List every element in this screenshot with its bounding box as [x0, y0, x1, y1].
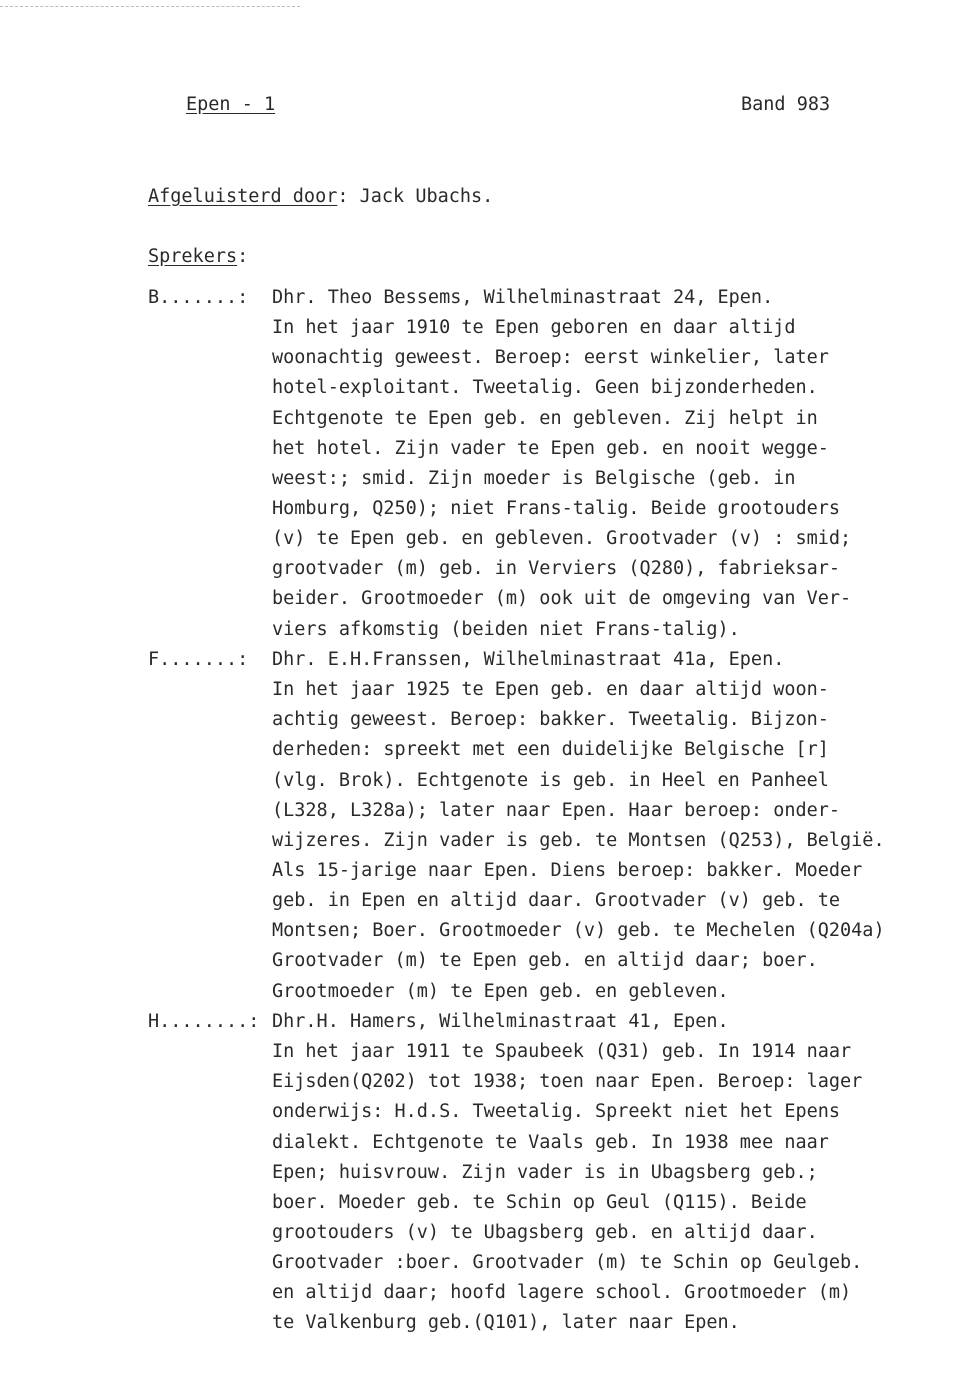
speaker-tag: H........:	[148, 1011, 260, 1032]
description-line: te Valkenburg geb.(Q101), later naar Epen.	[272, 1312, 740, 1334]
page-header-band: Band 983	[741, 94, 831, 115]
speakers-heading	[148, 246, 248, 267]
description-line: derheden: spreekt met een duidelijke Belgische [r]	[272, 739, 829, 761]
description-line: (v) te Epen geb. en gebleven. Grootvader (v) : smid;	[272, 528, 852, 550]
description-line: boer. Moeder geb. te Schin op Geul (Q115). Beide	[272, 1191, 807, 1213]
description-line: achtig geweest. Beroep: bakker. Tweetalig. Bijzon-	[272, 709, 829, 731]
description-line: grootvader (m) geb. in Verviers (Q280), fabrieksar-	[272, 558, 841, 580]
speaker-description	[272, 645, 885, 1007]
description-line: Dhr. Theo Bessems, Wilhelminastraat 24, Epen.	[272, 287, 774, 308]
listener-label: Afgeluisterd door	[148, 186, 338, 207]
description-line: Als 15-jarige naar Epen. Diens beroep: bakker. Moeder	[272, 859, 863, 881]
description-line: het hotel. Zijn vader te Epen geb. en nooit wegge-	[272, 437, 829, 459]
description-line: In het jaar 1910 te Epen geboren en daar altijd	[272, 317, 796, 339]
description-line: Eijsden(Q202) tot 1938; toen naar Epen. Beroep: lager	[272, 1071, 863, 1093]
description-line: onderwijs: H.d.S. Tweetalig. Spreekt niet het Epens	[272, 1101, 841, 1123]
speakers-colon: :	[237, 246, 249, 267]
description-line: (vlg. Brok). Echtgenote is geb. in Heel en Panheel	[272, 769, 829, 791]
listener-line	[148, 186, 493, 207]
speaker-tag: B.......:	[148, 287, 249, 308]
description-line: Epen; huisvrouw. Zijn vader is in Ubagsberg geb.;	[272, 1161, 818, 1183]
description-line: In het jaar 1925 te Epen geb. en daar altijd woon-	[272, 679, 829, 701]
description-line: Homburg, Q250); niet Frans-talig. Beide grootouders	[272, 497, 841, 519]
speakers-label: Sprekers	[148, 246, 238, 267]
description-line: Grootvader :boer. Grootvader (m) te Schin op Geulgeb.	[272, 1252, 863, 1274]
description-line: Grootvader (m) te Epen geb. en altijd daar; boer.	[272, 950, 818, 972]
scan-edge-line	[0, 6, 300, 7]
description-line: Montsen; Boer. Grootmoeder (v) geb. te Mechelen (Q204a)	[272, 920, 885, 942]
description-line: Dhr. E.H.Franssen, Wilhelminastraat 41a, Epen.	[272, 649, 785, 670]
description-line: dialekt. Echtgenote te Vaals geb. In 1938 mee naar	[272, 1131, 829, 1153]
description-line: geb. in Epen en altijd daar. Grootvader (v) geb. te	[272, 890, 841, 912]
description-line: weest:; smid. Zijn moeder is Belgische (geb. in	[272, 467, 796, 489]
listener-name: : Jack Ubachs.	[337, 186, 494, 207]
page-header-location: Epen - 1	[186, 94, 276, 115]
description-line: Dhr.H. Hamers, Wilhelminastraat 41, Epen.	[272, 1011, 729, 1032]
speaker-description	[272, 1007, 862, 1339]
description-line: (L328, L328a); later naar Epen. Haar beroep: onder-	[272, 799, 841, 821]
description-line: viers afkomstig (beiden niet Frans-talig).	[272, 618, 740, 640]
description-line: wijzeres. Zijn vader is geb. te Montsen (Q253), België.	[272, 829, 885, 851]
description-line: In het jaar 1911 te Spaubeek (Q31) geb. In 1914 naar	[272, 1041, 852, 1063]
description-line: Grootmoeder (m) te Epen geb. en gebleven.	[272, 980, 729, 1002]
description-line: beider. Grootmoeder (m) ook uit de omgeving van Ver-	[272, 588, 852, 610]
speaker-tag: F.......:	[148, 649, 249, 670]
description-line: Echtgenote te Epen geb. en gebleven. Zij helpt in	[272, 407, 818, 429]
description-line: hotel-exploitant. Tweetalig. Geen bijzonderheden.	[272, 377, 818, 399]
description-line: grootouders (v) te Ubagsberg geb. en altijd daar.	[272, 1221, 818, 1243]
description-line: en altijd daar; hoofd lagere school. Grootmoeder (m)	[272, 1282, 852, 1304]
description-line: woonachtig geweest. Beroep: eerst winkelier, later	[272, 347, 829, 369]
speaker-description	[272, 283, 851, 645]
